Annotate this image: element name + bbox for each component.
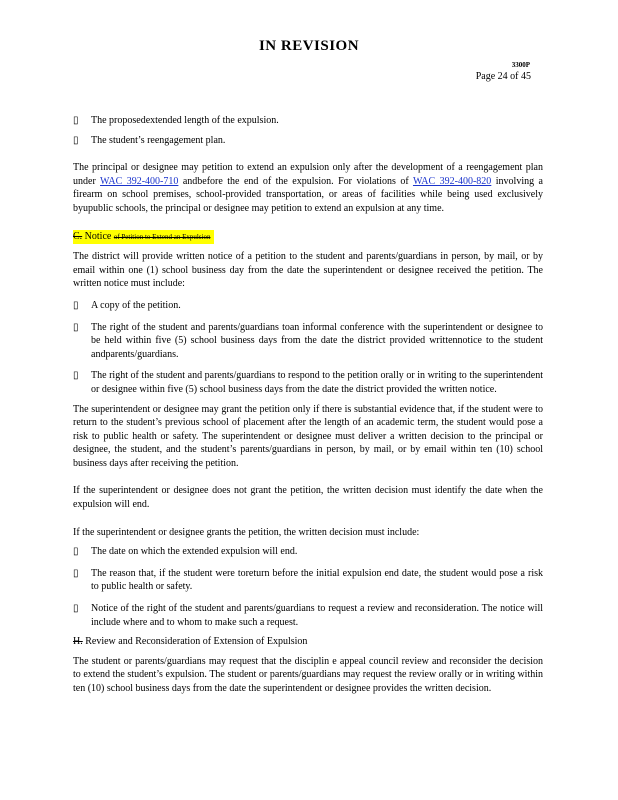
list-item (73, 545, 543, 559)
list-item-text: The date on which the extended expulsion will end. (91, 546, 298, 558)
bullet-icon: ▯ (73, 546, 79, 558)
list-item (73, 321, 543, 362)
list-item (73, 114, 543, 128)
document-body (73, 114, 543, 696)
paragraph-text: involving a firearm on school premises, school-provided transportation, or areas of facilities while being used exclusively byupublic schools, the principal or designee may petition to extend an expulsion at any time. (73, 175, 543, 214)
bullet-icon: ▯ (73, 134, 79, 146)
bullet-icon: ▯ (73, 567, 79, 579)
wac-710-link[interactable]: WAC 392-400-710 (100, 175, 179, 187)
page-number: Page 24 of 45 (475, 71, 531, 82)
list-item-text: The proposedextended length of the expulsion. (91, 115, 279, 126)
bullet-icon: ▯ (73, 115, 79, 126)
bullet-icon: ▯ (73, 299, 79, 311)
list-item-text: The right of the student and parents/guardians toan informal conference with the superintendent or designee to be held within five (5) school business days from the date the district provided writtennotice to the student andparents/guardians. (91, 321, 543, 360)
paragraph-grant-criteria: The superintendent or designee may grant the petition only if there is substantial evidence that, if the student were to return to the student’s previous school of placement after the length of an academic term, the student would pose a risk to public health or safety. The superintendent or designee must deliver a written decision to the principal or designee, the student, and the student’s parents/guardians in person, by mail, or by email within ten (10) school business days after receiving the petition. (73, 403, 543, 469)
section-prefix: C. (73, 230, 83, 242)
highlight (73, 230, 214, 245)
section-label: Notice (84, 230, 112, 242)
paragraph-text: The principal or designee may petition to extend an expulsion only after the development of a reengagement plan under (73, 162, 543, 187)
section-heading-review (73, 635, 543, 649)
list-item (73, 299, 543, 313)
bullet-icon: ▯ (73, 603, 79, 615)
section-heading-notice (73, 230, 543, 245)
struck-text: of Petition to Extend an Expulsion (113, 232, 211, 241)
paragraph-petition (73, 161, 543, 215)
list-item-text: Notice of the right of the student and parents/guardians to request a review and reconsideration. The notice will include where and to whom to make such a request. (91, 603, 543, 628)
paragraph-text: andbefore the end of the expulsion. For violations of (178, 175, 413, 187)
paragraph-review: The student or parents/guardians may request that the disciplin e appeal council review and reconsider the decision to extend the student’s expulsion. The student or parents/guardians may request the review orally or in writing within ten (10) school business days from the date the superintendent or designee provides the written decision. (73, 655, 543, 694)
wac-820-link[interactable]: WAC 392-400-820 (412, 175, 492, 187)
paragraph-granted: If the superintendent or designee grants the petition, the written decision must include: (73, 526, 420, 538)
list-item (73, 567, 543, 594)
list-item (73, 369, 543, 396)
paragraph-notice: The district will provide written notice of a petition to the student and parents/guardians in person, by mail, or by email within one (1) school business day from the date the superintendent or designee received the petition. The written notice must include: (73, 251, 543, 290)
page-title: IN REVISION (258, 38, 360, 54)
document-number: 3300P (511, 61, 530, 69)
list-item-text: The right of the student and parents/guardians to respond to the petition orally or in writing to the superintendent or designee within five (5) school business days from the date the district provided the written notice. (91, 370, 543, 395)
list-item-text: The reason that, if the student were toreturn before the initial expulsion end date, the student would pose a risk to public health or safety. (91, 567, 543, 593)
list-item-text: A copy of the petition. (91, 299, 181, 311)
section-prefix: H. (73, 636, 83, 648)
list-item (73, 602, 543, 629)
list-item (73, 134, 543, 148)
section-label: Review and Reconsideration of Extension of Expulsion (85, 636, 308, 648)
list-item-text: The student’s reengagement plan. (91, 134, 226, 146)
paragraph-not-granted: If the superintendent or designee does not grant the petition, the written decision must identify the date when the expulsion will end. (73, 485, 543, 511)
bullet-icon: ▯ (73, 370, 79, 382)
bullet-icon: ▯ (73, 321, 79, 333)
